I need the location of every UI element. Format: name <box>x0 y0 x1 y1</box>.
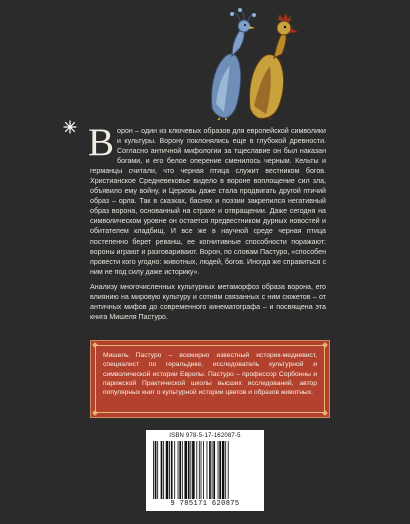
isbn-barcode <box>146 430 264 511</box>
barcode-bar <box>178 441 179 499</box>
corner-ornament-icon <box>322 410 328 416</box>
barcode-bar <box>201 441 202 499</box>
barcode-bar <box>207 441 208 499</box>
barcode-bars <box>151 441 259 499</box>
author-bio-frame <box>95 345 325 413</box>
barcode-bar <box>157 441 158 499</box>
main-paragraph-text: орон – один из ключевых образов для европейской символики и культуры. Ворону поклонялись еще в глубокой древности. Согласно античной мифологии за тщеславие он был наказан богами, и его белое оперение сменилось черным. Кельты и германцы считали, что черная птица служит вестником богов. Христианское Средневековье видело в вороне воплощение сил зла, объявило ему войну, и Церковь даже стала продвигать другой птичий образ – орла. Так в сказках, баснях и поэзии закрепился негативный образ ворона, основанный на страхе и отвращении. Даже сегодня на символическом уровне он остается предвестником дурных новостей и обитателем кладбищ. И все же в научной среде черная птица постепенно берет реванш, ее когнитивные способности поражают: вороны играют и разговаривают. Ворон, по словам Пастуро, «способен провести кого угодно: животных, людей, богов. Иногда же справиться с ним не под силу даже историку». <box>90 127 326 276</box>
barcode-bar <box>163 441 164 499</box>
barcode-bar <box>179 441 181 499</box>
author-bio-text: Мишель Пастуро – всемирно известный историк-медиевист, специалист по геральдике, исследователь культурной и символической истории Европы. Пастуро – профессор Сорбонны и парижской Практической школы высших исследований, автор популярных книг о культурной истории цветов и образов животных. <box>103 352 317 397</box>
barcode-bar <box>192 441 195 499</box>
barcode-bar <box>155 441 157 499</box>
barcode-bar <box>169 441 170 499</box>
barcode-bar <box>225 441 226 499</box>
barcode-bar <box>188 441 190 499</box>
barcode-bar <box>199 441 200 499</box>
barcode-digits: 9 785171 620875 <box>170 500 240 508</box>
barcode-bar <box>218 441 219 499</box>
barcode-bar <box>228 441 229 499</box>
barcode-bar <box>222 441 225 499</box>
barcode-bar <box>161 441 163 499</box>
barcode-bar <box>209 441 211 499</box>
barcode-bar <box>196 441 197 499</box>
barcode-bar <box>212 441 213 499</box>
barcode-bar <box>166 441 169 499</box>
barcode-bar <box>213 441 215 499</box>
barcode-bar <box>203 441 204 499</box>
barcode-bar <box>219 441 221 499</box>
corner-ornament-icon <box>92 410 98 416</box>
golden-bird-figure <box>250 13 299 120</box>
corner-ornament-icon <box>322 342 328 348</box>
barcode-bar <box>171 441 173 499</box>
main-paragraph <box>88 121 326 277</box>
barcode-bar <box>153 441 154 499</box>
main-description <box>88 121 326 277</box>
analysis-paragraph: Анализу многочисленных культурных метаморфоз образа ворона, его влиянию на мировую культуру и сотням связанных с ним сюжетов – от античных мифов до современного кинематографа – и посвящена эта книга Мишеля Пастуро. <box>90 283 326 322</box>
medieval-birds-illustration <box>192 8 300 120</box>
barcode-bar <box>184 441 187 499</box>
corner-ornament-icon <box>92 342 98 348</box>
star-ornament-icon <box>63 120 77 134</box>
isbn-label: ISBN 978-5-17-162087-5 <box>169 433 241 439</box>
drop-cap: В <box>88 121 115 164</box>
barcode-bar <box>174 441 175 499</box>
author-bio-box <box>90 340 330 418</box>
barcode-bar <box>182 441 183 499</box>
barcode-bar <box>190 441 191 499</box>
